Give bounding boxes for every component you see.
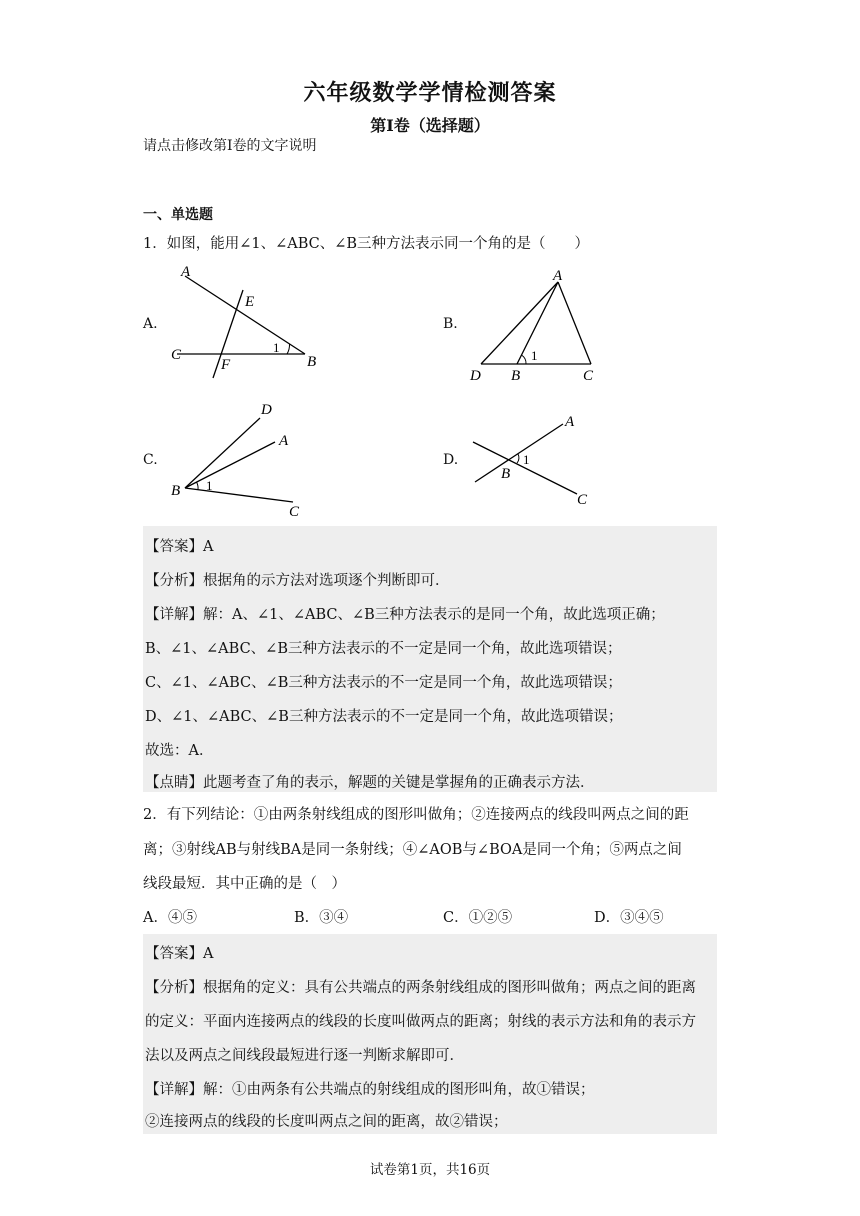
page-footer: 试卷第1页，共16页: [369, 1162, 491, 1178]
q2-answer-box: [143, 934, 717, 1134]
fig-a-label-e: E: [245, 294, 255, 310]
fig-a-label-1: 1: [273, 340, 280, 355]
fig-a-label-f: F: [221, 357, 231, 373]
q1-figure-b: [465, 262, 605, 384]
q1-option-b-label: B.: [443, 316, 458, 332]
q1-option-a-label: A.: [143, 316, 158, 332]
q1-remark: 【点睛】此题考查了角的表示，解题的关键是掌握角的正确表示方法．: [145, 775, 595, 791]
fig-c-label-b: B: [171, 483, 181, 499]
fig-a-label-b: B: [307, 354, 317, 370]
q2-answer: 【答案】A: [145, 946, 214, 962]
fig-d-label-c: C: [577, 492, 588, 508]
q1-detail-line: 【详解】解：A、∠1、∠ABC、∠B三种方法表示的是同一个角，故此选项正确；: [145, 607, 665, 623]
section-heading: 一、单选题: [143, 207, 213, 223]
part-title: 第Ⅰ卷（选择题）: [370, 116, 490, 135]
q2-detail-line: ②连接两点的线段的长度叫两点之间的距离，故②错误；: [145, 1114, 508, 1130]
fig-c-label-1: 1: [206, 478, 213, 493]
fig-d-label-b: B: [501, 466, 511, 482]
q2-option-a: A．④⑤: [143, 910, 197, 926]
fig-c-label-c: C: [289, 504, 300, 520]
fig-c-label-a: A: [279, 433, 289, 449]
q2-analysis-line: 【分析】根据角的定义：具有公共端点的两条射线组成的图形叫做角；两点之间的距离: [145, 980, 696, 996]
q2-analysis-line: 法以及两点之间线段最短进行逐一判断求解即可．: [145, 1048, 464, 1064]
fig-b-label-a: A: [553, 268, 563, 284]
fig-a-label-a: A: [181, 264, 191, 280]
fig-d-label-1: 1: [523, 452, 530, 467]
q2-option-b: B．③④: [294, 910, 349, 926]
fig-d-label-a: A: [565, 414, 575, 430]
q2-option-c: C．①②⑤: [443, 910, 513, 926]
q1-answer-box: [143, 526, 717, 792]
q1-analysis: 【分析】根据角的示方法对选项逐个判断即可．: [145, 573, 450, 589]
fig-b-label-c: C: [583, 368, 594, 384]
fig-b-label-1: 1: [531, 348, 538, 363]
q1-detail-line: C、∠1、∠ABC、∠B三种方法表示的不一定是同一个角，故此选项错误；: [145, 675, 622, 691]
q1-answer: 【答案】A: [145, 539, 214, 555]
question-1-stem: 1．如图，能用∠1、∠ABC、∠B三种方法表示同一个角的是（ ）: [143, 236, 590, 252]
q2-detail-line: 【详解】解：①由两条有公共端点的射线组成的图形叫角，故①错误；: [145, 1082, 595, 1098]
q1-figure-c: [165, 398, 315, 520]
page-title: 六年级数学学情检测答案: [303, 80, 557, 106]
question-2-stem-line: 2．有下列结论：①由两条射线组成的图形叫做角；②连接两点的线段叫两点之间的距: [143, 807, 689, 823]
fig-c-label-d: D: [261, 402, 272, 418]
q1-detail-line: B、∠1、∠ABC、∠B三种方法表示的不一定是同一个角，故此选项错误；: [145, 641, 622, 657]
part-note: 请点击修改第Ⅰ卷的文字说明: [143, 138, 317, 154]
q1-option-c-label: C.: [143, 452, 158, 468]
fig-b-label-d: D: [470, 368, 481, 384]
q1-option-d-label: D.: [443, 452, 459, 468]
question-2-stem-line: 线段最短．其中正确的是（ ）: [143, 876, 346, 892]
q2-analysis-line: 的定义：平面内连接两点的线段的长度叫做两点的距离；射线的表示方法和角的表示方: [145, 1014, 696, 1030]
q1-detail-line: 故选：A．: [145, 743, 214, 759]
q2-option-d: D．③④⑤: [594, 910, 664, 926]
fig-a-label-c: C: [171, 347, 182, 363]
q1-detail-line: D、∠1、∠ABC、∠B三种方法表示的不一定是同一个角，故此选项错误；: [145, 709, 623, 725]
q1-figure-d: [465, 402, 615, 512]
fig-b-label-b: B: [511, 368, 521, 384]
q1-figure-a: [165, 262, 335, 380]
question-2-stem-line: 离；③射线AB与射线BA是同一条射线；④∠AOB与∠BOA是同一个角；⑤两点之间: [143, 842, 682, 858]
